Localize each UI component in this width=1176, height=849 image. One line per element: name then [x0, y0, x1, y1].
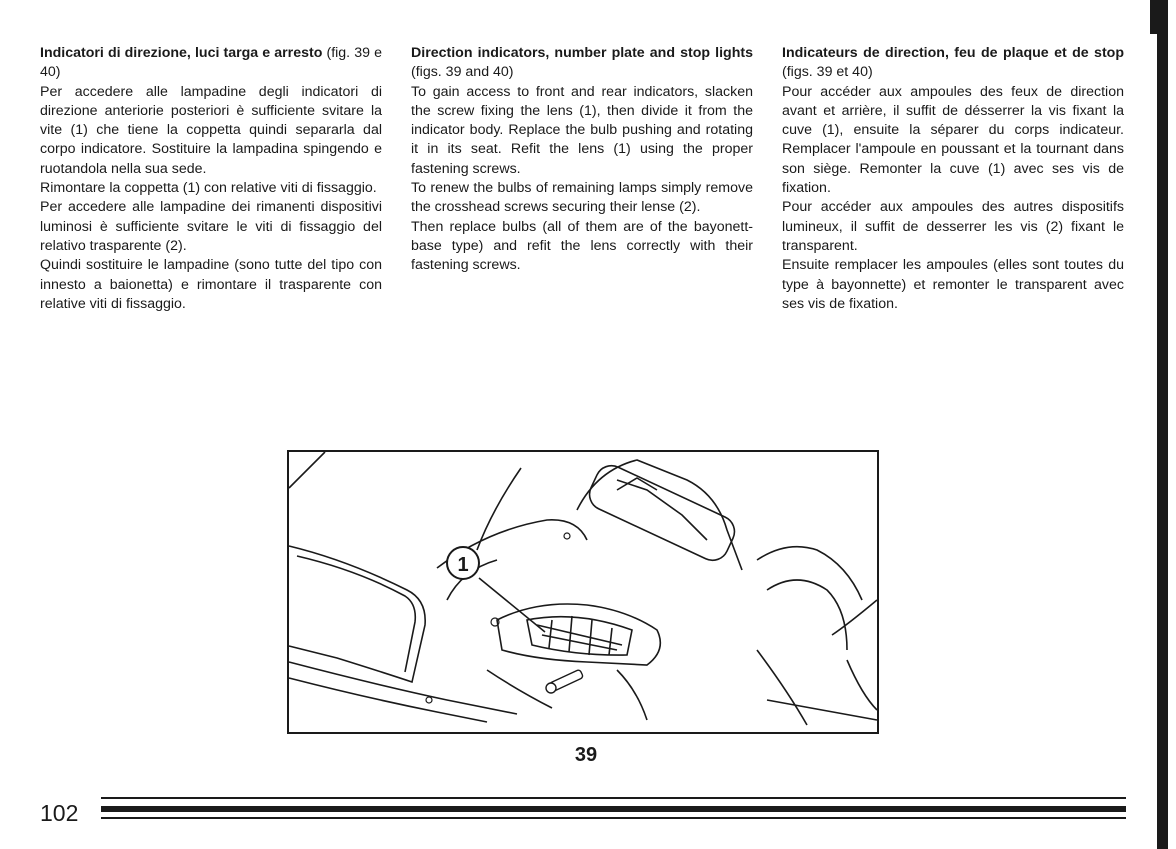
french-heading: Indicateurs de direction, feu de plaque et de stop (figs. 39 et 40)	[782, 45, 1124, 81]
italian-paragraph-4: Quindi sostituire le lampadine (sono tutte del tipo con innesto a baionetta) e rimontare il trasparente con relative viti di fissaggio.	[40, 257, 382, 312]
footer-rule	[101, 806, 1126, 812]
italian-heading: Indicatori di direzione, luci targa e arresto (fig. 39 e 40)	[40, 45, 382, 81]
italian-paragraph-3: Per accedere alle lampadine dei rimanenti dispositivi luminosi è sufficiente svitare le viti di fissaggio del relativo trasparente (2).	[40, 199, 382, 254]
english-paragraph-2: To renew the bulbs of remaining lamps simply remove the crosshead screws securing their lense (2).	[411, 180, 753, 216]
english-heading: Direction indicators, number plate and stop lights (figs. 39 and 40)	[411, 45, 753, 81]
figure-number: 39	[574, 744, 598, 766]
edge-mark	[1150, 0, 1157, 34]
italian-column	[40, 44, 382, 314]
italian-paragraph-2: Rimontare la coppetta (1) con relative viti di fissaggio.	[40, 180, 377, 197]
footer-rule-top	[101, 797, 1126, 799]
indicator-illustration	[287, 450, 879, 734]
french-paragraph-3: Ensuite remplacer les ampoules (elles sont toutes du type à bayonnette) et remonter le transparent avec ses vis de fixation.	[782, 257, 1124, 312]
french-paragraph-1: Pour accéder aux ampoules des feux de direction avant et arrière, il suffit de désserrer la vis fixant la cuve (1), ensuite la séparer du corps indicateur. Remplacer l'ampoule en poussant et la tournant dans son siège. Remonter la cuve (1) avec ses vis de fixation.	[782, 83, 1124, 197]
footer-rule-bottom	[101, 817, 1126, 819]
french-column	[782, 44, 1124, 314]
page-edge-bar	[1157, 0, 1168, 849]
french-paragraph-2: Pour accéder aux ampoules des autres dispositifs lumineux, il suffit de desserrer les vis (2) fixant le transparent.	[782, 199, 1124, 254]
callout-label: 1	[457, 554, 469, 576]
figure-frame	[288, 451, 878, 733]
english-paragraph-3: Then replace bulbs (all of them are of the bayonett-base type) and refit the lens correctly with their fastening screws.	[411, 218, 753, 274]
page-number: 102	[40, 800, 79, 826]
english-paragraph-1: To gain access to front and rear indicators, slacken the screw fixing the lens (1), then divide it from the indicator body. Replace the bulb pushing and rotating it in its seat. Refit the lens (1) using the proper fastening screws.	[411, 83, 753, 177]
italian-paragraph-1: Per accedere alle lampadine degli indicatori di direzione anteriorie posteriori è sufficiente svitare la vite (1) che tiene la coppetta quindi separarla dal corpo indicatore. Sostituire la lampadina spingendo e ruotandola nella sua sede.	[40, 83, 382, 177]
screw-head	[546, 683, 556, 693]
english-column	[411, 44, 753, 276]
indicator-drawing	[287, 450, 879, 734]
